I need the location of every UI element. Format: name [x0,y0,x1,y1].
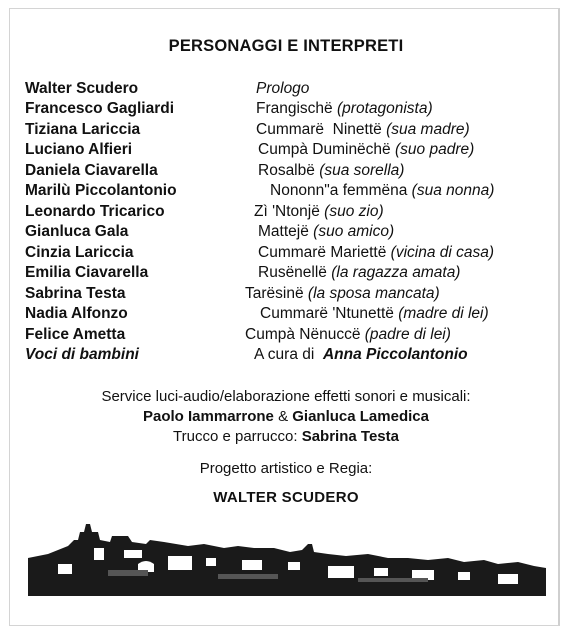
role-note: (sua madre) [386,121,470,138]
role-note: (sua sorella) [319,162,405,179]
role-name [254,202,384,222]
actor-name: Leonardo Tricarico [25,203,165,220]
role-text: Rusënellë [258,264,327,281]
role-text: Nononn"a femmëna [270,182,408,199]
role-note: (la ragazza amata) [331,264,461,281]
role-name [245,284,440,304]
role-name [258,243,494,263]
role-text: Cummarë Mariettë [258,244,387,261]
role-name [258,161,404,181]
role-note: (suo amico) [313,223,395,240]
page-title: PERSONAGGI E INTERPRETI [168,37,404,55]
actor-name: Cinzia Lariccia [25,244,134,261]
actor-name: Tiziana Lariccia [25,121,141,138]
actor-name: Nadia Alfonzo [25,305,128,322]
role-text: Prologo [256,80,310,97]
role-name [270,181,494,201]
role-name [258,140,474,160]
role-note: (la sposa mancata) [307,285,440,302]
service-person: Paolo Iammarrone [143,408,274,425]
role-text: Mattejë [258,223,309,240]
role-text: Cummarë 'Ntunettë [260,305,394,322]
service-people [0,408,572,425]
actor-name: Walter Scudero [25,80,139,97]
role-note: (protagonista) [337,100,433,117]
role-name [254,345,468,365]
actor-name: Sabrina Testa [25,285,126,302]
role-name [256,120,470,140]
director-name: WALTER SCUDERO [213,489,359,506]
role-name [258,222,394,242]
service-line: Service luci-audio/elaborazione effetti sonori e musicali: [101,388,471,405]
actor-name: Daniela Ciavarella [25,162,158,179]
makeup-line [0,428,572,445]
role-name [258,263,460,283]
role-note: (madre di lei) [398,305,489,322]
role-text: Frangischë [256,100,333,117]
actor-name: Gianluca Gala [25,223,129,240]
role-note: (vicina di casa) [390,244,495,261]
actor-name: Luciano Alfieri [25,141,133,158]
direction-label: Progetto artistico e Regia: [199,460,373,477]
service-person: Gianluca Lamedica [292,408,429,425]
role-name [256,79,309,99]
role-text: Tarësinë [245,285,304,302]
service-joiner: & [278,408,289,425]
role-note: (suo padre) [395,141,475,158]
role-text: Rosalbë [258,162,315,179]
town-skyline-image [28,518,546,596]
makeup-person: Sabrina Testa [301,428,399,445]
role-note: (sua nonna) [411,182,495,199]
role-name [256,99,433,119]
role-name [245,325,451,345]
actor-name: Felice Ametta [25,326,126,343]
makeup-label: Trucco e parrucco: [173,428,298,445]
role-text: Zì 'Ntonjë [254,203,320,220]
role-note: (suo zio) [324,203,384,220]
role-note: (padre di lei) [364,326,451,343]
role-text: Cummarë Ninettë [256,121,382,138]
role-text: Cumpà Nënuccë [245,326,361,343]
actor-name: Marilù Piccolantonio [25,182,177,199]
role-text: Cumpà Duminëchë [258,141,391,158]
role-text: A cura di [254,346,315,363]
role-note: Anna Piccolantonio [322,346,468,363]
role-name [260,304,489,324]
actor-name: Voci di bambini [25,346,139,363]
actor-name: Emilia Ciavarella [25,264,149,281]
actor-name: Francesco Gagliardi [25,100,175,117]
